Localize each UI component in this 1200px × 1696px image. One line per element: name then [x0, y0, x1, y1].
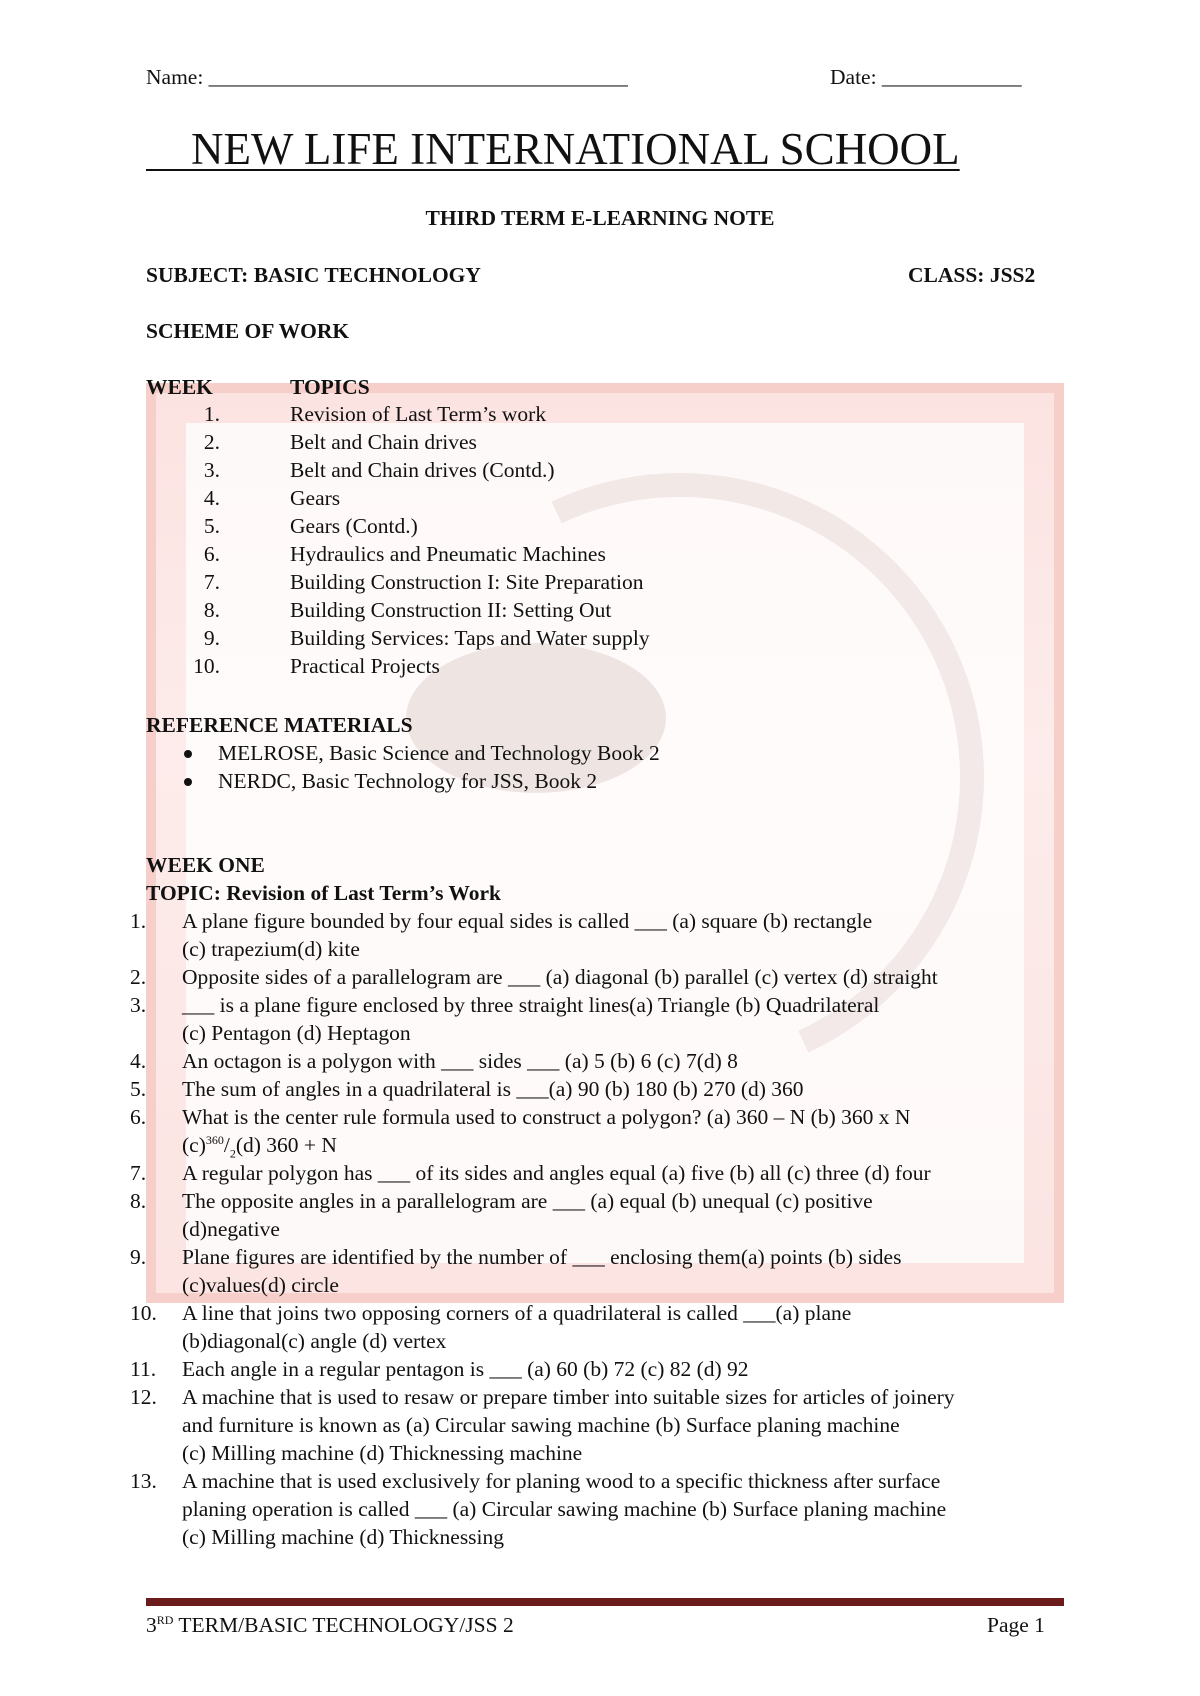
scheme-topic: Practical Projects	[290, 654, 440, 678]
reference-item: MELROSE, Basic Science and Technology Book 2	[218, 741, 660, 765]
scheme-topic: Building Construction II: Setting Out	[290, 598, 612, 622]
scheme-topic: Building Construction I: Site Preparation	[290, 570, 644, 594]
question-line: (c)values(d) circle	[182, 1273, 339, 1297]
page-number: Page 1	[987, 1613, 1045, 1637]
scheme-topic: Gears	[290, 486, 341, 510]
scheme-week-number: 5.	[203, 514, 220, 538]
footer-left: 3RD TERM/BASIC TECHNOLOGY/JSS 2	[146, 1612, 514, 1637]
week-one-topic: TOPIC: Revision of Last Term’s Work	[146, 881, 501, 905]
footer-rule	[146, 1598, 1064, 1606]
question-number: 6.	[130, 1105, 147, 1129]
scheme-topic: Gears (Contd.)	[290, 514, 418, 538]
question-line: A regular polygon has ___ of its sides and angles equal (a) five (b) all (c) three (d) four	[182, 1161, 931, 1185]
scheme-topic: Building Services: Taps and Water supply	[290, 626, 650, 650]
question-line: What is the center rule formula used to construct a polygon? (a) 360 – N (b) 360 x N	[182, 1105, 911, 1129]
school-name: NEW LIFE INTERNATIONAL SCHOOL	[191, 124, 960, 174]
question-number: 9.	[130, 1245, 147, 1269]
topics-column-header: TOPICS	[290, 375, 370, 399]
scheme-week-number: 10.	[193, 654, 220, 678]
date-field: Date: _____________	[830, 65, 1022, 89]
question-line: planing operation is called ___ (a) Circular sawing machine (b) Surface planing machine	[182, 1497, 947, 1521]
bullet-icon	[184, 750, 192, 758]
question-number: 2.	[130, 965, 147, 989]
scheme-topic: Hydraulics and Pneumatic Machines	[290, 542, 606, 566]
subject-label: SUBJECT: BASIC TECHNOLOGY	[146, 263, 481, 287]
question-line: A plane figure bounded by four equal sides is called ___ (a) square (b) rectangle	[182, 909, 873, 933]
question-number: 7.	[130, 1161, 147, 1185]
question-line: (c) Pentagon (d) Heptagon	[182, 1021, 411, 1045]
question-line: $(c)^{360}/_2(d) 360 + N$	[182, 1132, 337, 1161]
scheme-topic: Belt and Chain drives	[290, 430, 477, 454]
question-line: A machine that is used exclusively for planing wood to a specific thickness after surface	[182, 1469, 941, 1493]
question-number: 1.	[130, 909, 147, 933]
question-number: 12.	[130, 1385, 157, 1409]
question-line: Opposite sides of a parallelogram are ___ (a) diagonal (b) parallel (c) vertex (d) straight	[182, 965, 938, 989]
scheme-title: SCHEME OF WORK	[146, 319, 350, 343]
references-title: REFERENCE MATERIALS	[146, 713, 413, 737]
question-line: A line that joins two opposing corners of a quadrilateral is called ___(a) plane	[182, 1301, 852, 1325]
question-line: (c) Milling machine (d) Thicknessing	[182, 1525, 505, 1549]
question-line: (b)diagonal(c) angle (d) vertex	[182, 1329, 447, 1353]
question-line: (d)negative	[182, 1217, 280, 1241]
bullet-icon	[184, 778, 192, 786]
scheme-week-number: 8.	[203, 598, 220, 622]
question-number: 5.	[130, 1077, 147, 1101]
note-title: THIRD TERM E-LEARNING NOTE	[425, 206, 775, 230]
question-line: (c) trapezium(d) kite	[182, 937, 360, 961]
scheme-week-number: 7.	[203, 570, 220, 594]
question-line: Plane figures are identified by the number of ___ enclosing them(a) points (b) sides	[182, 1245, 902, 1269]
question-line: The opposite angles in a parallelogram are ___ (a) equal (b) unequal (c) positive	[182, 1189, 873, 1213]
scheme-week-number: 9.	[203, 626, 220, 650]
scheme-topic: Revision of Last Term’s work	[290, 402, 547, 426]
name-field: Name: _______________________________________	[146, 65, 628, 89]
question-number: 8.	[130, 1189, 147, 1213]
question-number: 4.	[130, 1049, 147, 1073]
reference-item: NERDC, Basic Technology for JSS, Book 2	[218, 769, 598, 793]
question-line: An octagon is a polygon with ___ sides ___ (a) 5 (b) 6 (c) 7(d) 8	[182, 1049, 738, 1073]
question-number: 10.	[130, 1301, 157, 1325]
question-line: A machine that is used to resaw or prepare timber into suitable sizes for articles of joinery	[182, 1385, 955, 1409]
question-number: 11.	[130, 1357, 157, 1381]
week-column-header: WEEK	[146, 375, 213, 399]
scheme-week-number: 6.	[203, 542, 220, 566]
question-line: ___ is a plane figure enclosed by three straight lines(a) Triangle (b) Quadrilateral	[182, 993, 880, 1017]
scheme-week-number: 2.	[203, 430, 220, 454]
scheme-topic: Belt and Chain drives (Contd.)	[290, 458, 555, 482]
scheme-week-number: 4.	[203, 486, 220, 510]
week-one-title: WEEK ONE	[146, 853, 265, 877]
question-line: Each angle in a regular pentagon is ___ (a) 60 (b) 72 (c) 82 (d) 92	[182, 1357, 749, 1381]
question-line: The sum of angles in a quadrilateral is ___(a) 90 (b) 180 (b) 270 (d) 360	[182, 1077, 804, 1101]
question-line: and furniture is known as (a) Circular sawing machine (b) Surface planing machine	[182, 1413, 900, 1437]
question-number: 3.	[130, 993, 147, 1017]
scheme-week-number: 3.	[203, 458, 220, 482]
class-label: CLASS: JSS2	[908, 263, 1036, 287]
question-number: 13.	[130, 1469, 157, 1493]
scheme-week-number: 1.	[203, 402, 220, 426]
question-line: (c) Milling machine (d) Thicknessing machine	[182, 1441, 583, 1465]
